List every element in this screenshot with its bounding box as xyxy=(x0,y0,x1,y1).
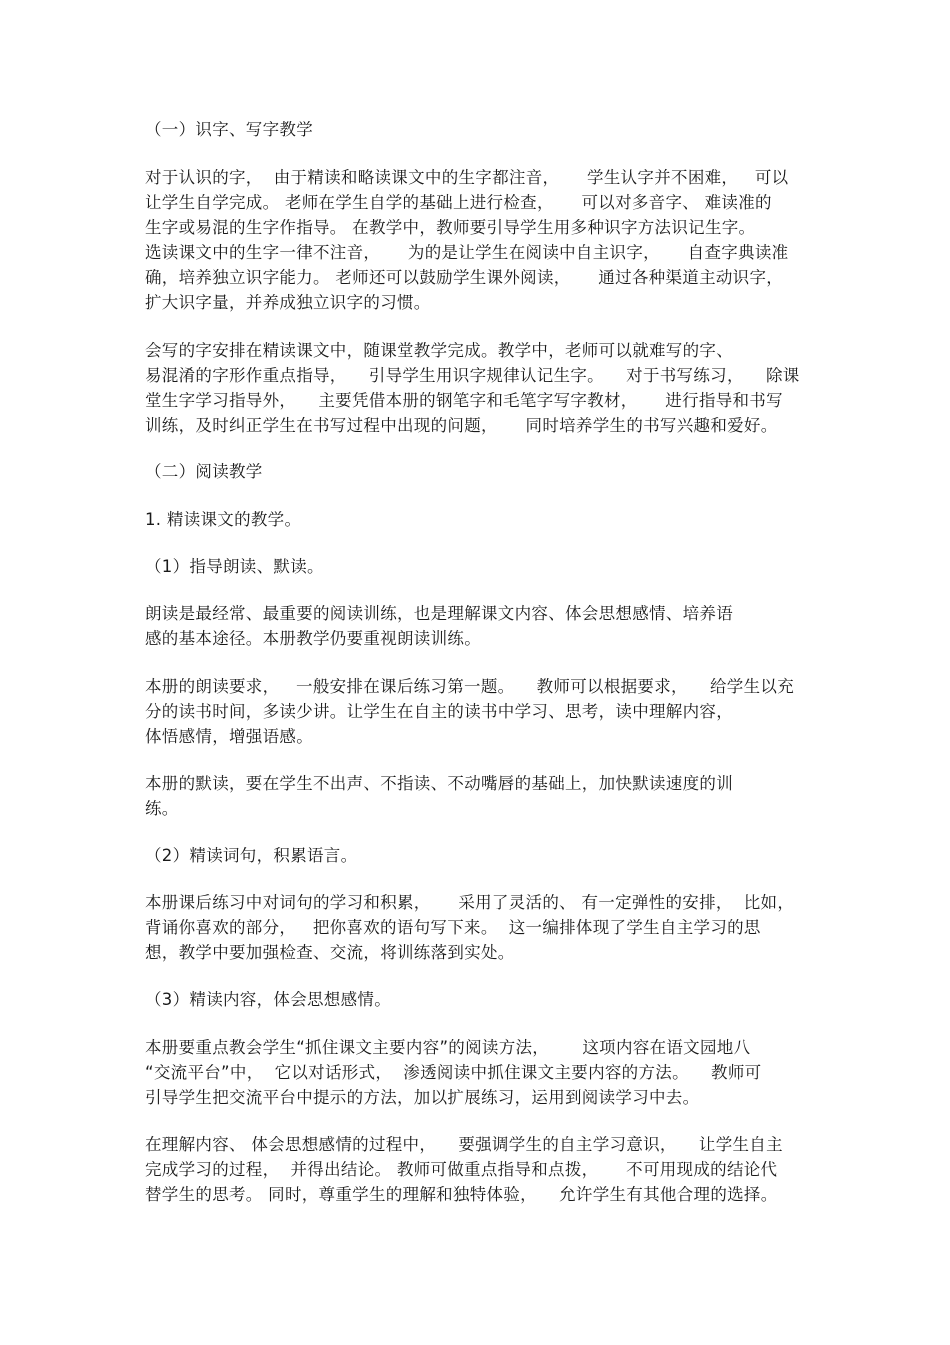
subheading-reading-aloud: （1）指导朗读、默读。 xyxy=(145,557,324,576)
section-heading-literacy: （一）识字、写字教学 xyxy=(145,120,313,139)
text-line: 训练，及时纠正学生在书写过程中出现的问题， 同时培养学生的书写兴趣和爱好。 xyxy=(145,416,778,435)
text-line: 生字或易混的生字作指导。 在教学中，教师要引导学生用多种识字方法识记生字。 xyxy=(145,218,756,237)
subheading-words-sentences: （2）精读词句，积累语言。 xyxy=(145,846,358,865)
text-line: 体悟感情，增强语感。 xyxy=(145,727,313,746)
text-line: 对于认识的字， 由于精读和略读课文中的生字都注音， 学生认字并不困难， 可以 xyxy=(145,168,789,187)
text-line: 确，培养独立识字能力。 老师还可以鼓励学生课外阅读， 通过各种渠道主动识字， xyxy=(145,268,784,287)
text-line: 引导学生把交流平台中提示的方法，加以扩展练习，运用到阅读学习中去。 xyxy=(145,1088,700,1107)
subheading-intensive-reading: 1. 精读课文的教学。 xyxy=(145,510,302,529)
text-line: 本册课后练习中对词句的学习和积累， 采用了灵活的、 有一定弹性的安排， 比如， xyxy=(145,893,795,912)
section-heading-reading: （二）阅读教学 xyxy=(145,462,263,481)
text-line: 想，教学中要加强检查、交流，将训练落到实处。 xyxy=(145,943,515,962)
text-line: 会写的字安排在精读课文中，随课堂教学完成。教学中，老师可以就难写的字、 xyxy=(145,341,733,360)
text-line: 背诵你喜欢的部分， 把你喜欢的语句写下来。 这一编排体现了学生自主学习的思 xyxy=(145,918,761,937)
text-line: 练。 xyxy=(145,799,179,818)
text-line: 感的基本途径。本册教学仍要重视朗读训练。 xyxy=(145,629,481,648)
text-line: 扩大识字量，并养成独立识字的习惯。 xyxy=(145,293,431,312)
text-line: 本册的默读，要在学生不出声、不指读、不动嘴唇的基础上，加快默读速度的训 xyxy=(145,774,733,793)
text-line: 本册的朗读要求， 一般安排在课后练习第一题。 教师可以根据要求， 给学生以充 xyxy=(145,677,794,696)
text-line: 朗读是最经常、最重要的阅读训练，也是理解课文内容、体会思想感情、培养语 xyxy=(145,604,733,623)
text-line: 替学生的思考。 同时，尊重学生的理解和独特体验， 允许学生有其他合理的选择。 xyxy=(145,1185,778,1204)
subheading-content-feelings: （3）精读内容，体会思想感情。 xyxy=(145,990,391,1009)
text-line: 在理解内容、 体会思想感情的过程中， 要强调学生的自主学习意识， 让学生自主 xyxy=(145,1135,783,1154)
text-line: 选读课文中的生字一律不注音， 为的是让学生在阅读中自主识字， 自查字典读准 xyxy=(145,243,789,262)
text-line: 让学生自学完成。 老师在学生自学的基础上进行检查， 可以对多音字、 难读准的 xyxy=(145,193,772,212)
text-line: 完成学习的过程， 并得出结论。 教师可做重点指导和点拨， 不可用现成的结论代 xyxy=(145,1160,778,1179)
text-line: 本册要重点教会学生“抓住课文主要内容”的阅读方法， 这项内容在语文园地八 xyxy=(145,1038,751,1057)
text-line: “交流平台”中， 它以对话形式， 渗透阅读中抓住课文主要内容的方法。 教师可 xyxy=(145,1063,762,1082)
text-line: 易混淆的字形作重点指导， 引导学生用识字规律认记生字。 对于书写练习， 除课 xyxy=(145,366,800,385)
text-line: 堂生字学习指导外， 主要凭借本册的钢笔字和毛笔字写字教材， 进行指导和书写 xyxy=(145,391,783,410)
text-line: 分的读书时间，多读少讲。让学生在自主的读书中学习、思考，读中理解内容， xyxy=(145,702,733,721)
